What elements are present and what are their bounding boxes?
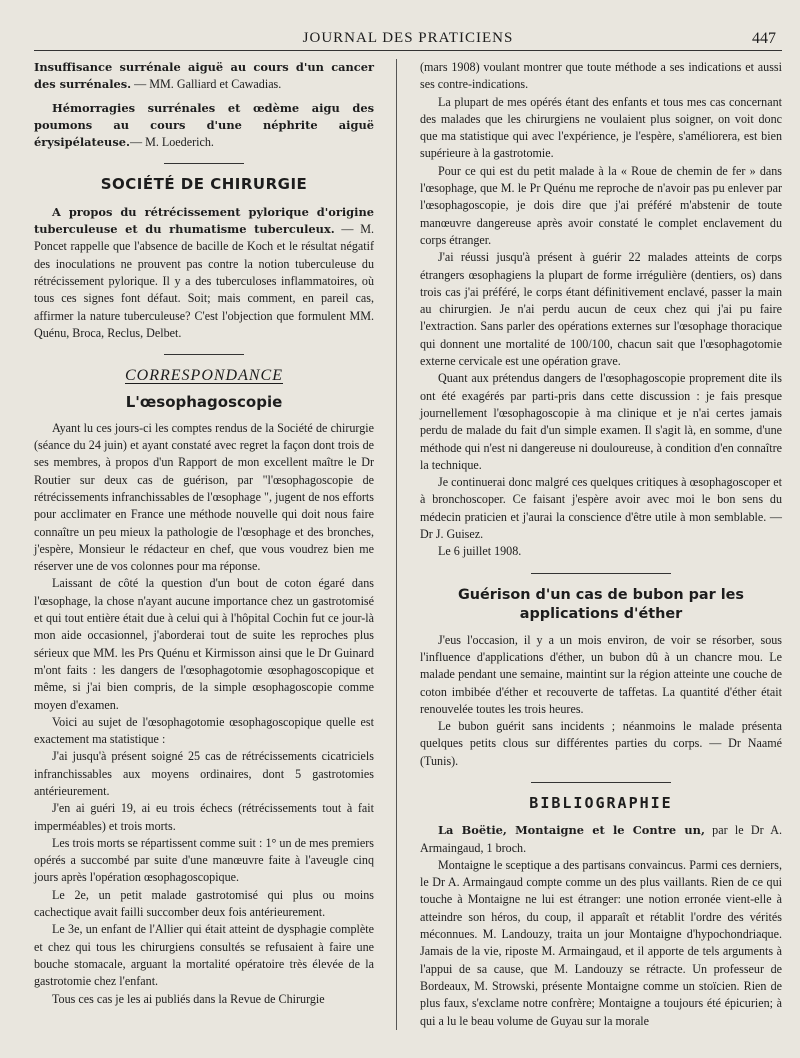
date-line: Le 6 juillet 1908. bbox=[438, 544, 522, 559]
paragraph: J'en ai guéri 19, ai eu trois échecs (rétrécissements tout à fait imperméables) et trois morts. bbox=[34, 801, 374, 833]
paragraph: La plupart de mes opérés étant des enfants et tous mes cas concernant des malades que les chirurgiens ne voulaient plus soigner, on voit donc que ma statistique qui avec l'expérience, je l'espère, s'améliorera, est bien supérieure à la gastrotomie. bbox=[420, 94, 782, 161]
separator bbox=[531, 573, 671, 574]
paragraph: Les trois morts se répartissent comme suit : 1° un de mes premiers opérés a succombé par suite d'une manœuvre faite à l'aveugle cinq jours après l'opération œsophagoscopique. bbox=[34, 835, 374, 885]
paragraph: Le bubon guérit sans incidents ; néanmoins le malade présenta quelques petits clous sur différentes parties du corps. — Dr Naamé (Tunis). bbox=[420, 719, 782, 768]
journal-title: JOURNAL DES PRATICIENS bbox=[302, 30, 514, 46]
paragraph: J'ai réussi jusqu'à présent à guérir 22 malades atteints de corps étrangers œsophagiens la plupart de forme irrégulière (dentiers, os) dans trois cas j'ai préféré, le corps étant définitivement enclavé, passer la main au chirurgien. Je n'ai perdu aucun de ceux chez qui j'ai pu faire l'extraction. Sans parler des opérations externes sur l'œsophage thoracique qui donnent une mortalité de 100/100, chacun sait que l'œsophagotomie externe cervicale est une opération grave. bbox=[420, 250, 782, 369]
entry-hemorragies: Hémorragies surrénales et œdème aigu des poumons au cours d'une néphrite aiguë érysipélateuse.— M. Loederich. bbox=[34, 100, 374, 150]
bubon-title: Guérison d'un cas de bubon par les applications d'éther bbox=[457, 586, 744, 622]
column-divider bbox=[396, 59, 397, 1030]
paragraph: Voici au sujet de l'œsophagotomie œsophagoscopique quelle est exactement ma statistique : bbox=[34, 714, 374, 747]
page-number: 447 bbox=[752, 30, 776, 47]
separator bbox=[531, 782, 671, 783]
entry-insuffisance: Insuffisance surrénale aiguë au cours d'un cancer des surrénales. — MM. Galliard et Cawadias. bbox=[34, 60, 374, 92]
paragraph: Laissant de côté la question d'un bout de coton égaré dans l'œsophage, la chose n'ayant aucune importance chez un gastrotomisé et qui tout entière était due à celui qui à l'hôpital Cochin fut ce jour-là mon aide occasionnel, j'aborderai tout de suite les reproches plus sérieux que MM. les Prs Quénu et Kirmisson ainsi que le Dr Guinard m'ont faits : les dangers de l'œsophagotomie œsophagoscopique et même, si j'ai bien compris, de la simple œsophagoscopie comme moyen d'examen. bbox=[34, 576, 374, 712]
paragraph: J'eus l'occasion, il y a un mois environ, de voir se résorber, sous l'influence d'applications d'éther, un bubon dû à un chancre mou. Le malade pendant une semaine, maintint sur la région atteinte une couche de coton imbibée d'éther et recouverte de taffetas. La quantité d'éther était renouvelée toutes les trois heures. bbox=[420, 632, 782, 716]
paragraph: Quant aux prétendus dangers de l'œsophagoscopie proprement dite ils ont été exagérés par parti-pris dans cette discussion : je fais presque journellement l'œsophagoscopie à ma clinique et je n'ai certes jamais perdu de malade du fait d'un simple examen. Il s'agit là, en somme, d'une méthode qui n'est ni dangereuse ni douloureuse, à condition d'en connaître la technique. bbox=[420, 371, 782, 472]
two-column-body bbox=[34, 59, 782, 1030]
paragraph: Pour ce qui est du petit malade à la « Roue de chemin de fer » dans l'œsophage, que M. le Pr Quénu me reproche de n'avoir pas pu enlever par l'œsophagoscopie, je dois dire que j'ai préféré m'abstenir de toute manœuvre dangereuse après avoir constaté le complet enclavement du corps étranger. bbox=[420, 163, 782, 247]
paragraph: (mars 1908) voulant montrer que toute méthode a ses indications et aussi ses contre-indications. bbox=[420, 60, 782, 92]
correspondance-title: CORRESPONDANCE bbox=[125, 367, 283, 385]
paragraph: Le 2e, un petit malade gastrotomisé qui plus ou moins cachectique avait failli succomber deux fois antérieurement. bbox=[34, 887, 374, 920]
paragraph: J'ai jusqu'à présent soigné 25 cas de rétrécissements cicatriciels infranchissables aux moyens ordinaires, dont 5 gastrotomies antérieurement. bbox=[34, 749, 374, 798]
biblio-entry: La Boëtie, Montaigne et le Contre un, par le Dr A. Armaingaud, 1 broch. bbox=[420, 823, 782, 855]
page-header bbox=[34, 28, 782, 51]
paragraph: Ayant lu ces jours-ci les comptes rendus de la Société de chirurgie (séance du 24 juin) et ayant constaté avec regret la façon dont trois de ses membres, à propos d'un Rapport de mon excellent maître le Dr Routier sur deux cas de guérison, par "l'œsophagoscopie de rétrécissements infranchissables de l'œsophage ", jugent de nos efforts pour acclimater en France une méthode nouvelle qui doit nous faire connaître un peu mieux la pathologie de l'œsophage et des bronches, j'espère, Monsieur le rédacteur en chef, que vous voudrez bien me réserver une de vos colonnes pour ma réponse. bbox=[34, 420, 374, 574]
oesophagoscopie-title: L'œsophagoscopie bbox=[125, 393, 283, 412]
paragraph: Montaigne le sceptique a des partisans convaincus. Parmi ces derniers, le Dr A. Armaingaud compte comme un des plus vaillants. Rien de ce qui touche à Montaigne ne lui est étranger: une notion erronée vient-elle à atteindre son héros, du coup, il apparaît et rétablit l'ordre des vérités méconnues. M. Landouzy, traita un jour Montaigne d'hypochondriaque. Jamais de la vie, riposte M. Armaingaud, et il apporte de tels arguments à l'appui de sa cause, que M. Landouzy se rétracte. Un professeur de Bordeaux, M. Strowski, présente Montaigne comme un stoïcien. Rien de plus faux, s'exclame notre confrère; Montaigne a toujours été épicurien; à qui a lu le beau volume de Guyau sur la morale bbox=[420, 857, 782, 1028]
societe-title: SOCIÉTÉ DE CHIRURGIE bbox=[100, 175, 308, 194]
separator bbox=[164, 354, 244, 355]
paragraph: Tous ces cas je les ai publiés dans la Revue de Chirurgie bbox=[52, 991, 325, 1006]
paragraph: Le 3e, un enfant de l'Allier qui était atteint de dysphagie complète et chez qui tous les chirurgiens consultés se refusaient à faire une bouche stomacale, arguant la mortalité opératoire très élevée de la gastrotomie chez l'enfant. bbox=[34, 922, 374, 989]
societe-paragraph: A propos du rétrécissement pylorique d'origine tuberculeuse et du rhumatisme tuberculeux. — M. Poncet rappelle que l'absence de bacille de Koch et le résultat négatif des inoculations ne prouvent pas contre la notion tuberculeuse du rétrécissement pylorique. Il y a des tuberculoses inflammatoires, où tous ces signes font défaut. Soit; mais comment, en pareil cas, affirmer la nature tuberculeuse? C'est l'objection que formulent MM. Quénu, Broca, Reclus, Delbet. bbox=[34, 204, 374, 340]
paragraph: Je continuerai donc malgré ces quelques critiques à œsophagoscoper et à bronchoscoper. Ce faisant j'espère avoir avec moi le bon sens du médecin praticien et j'aurai la conscience d'être utile à mon semblable. — Dr J. Guisez. bbox=[420, 475, 782, 542]
left-column bbox=[34, 59, 374, 1030]
separator bbox=[164, 163, 244, 164]
right-column bbox=[420, 59, 782, 1030]
bibliographie-title: BIBLIOGRAPHIE bbox=[529, 793, 673, 812]
